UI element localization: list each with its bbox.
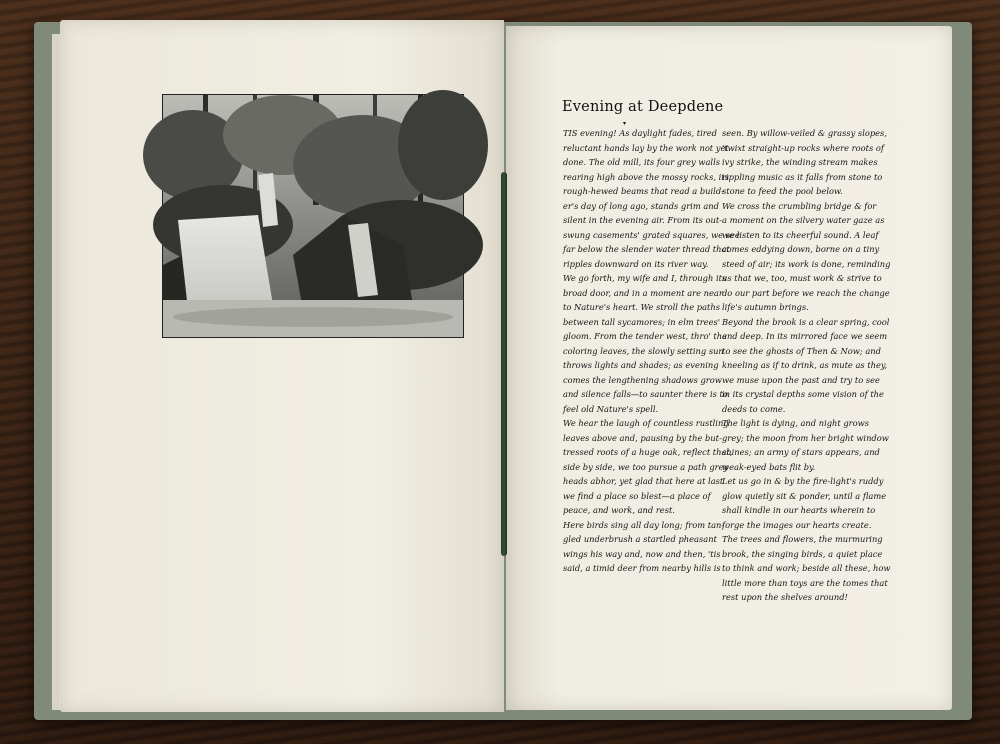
text-line: coloring leaves, the slowly setting sun bbox=[563, 345, 724, 356]
text-line: brook, the singing birds, a quiet place bbox=[722, 548, 883, 559]
text-line: and silence falls—to saunter there is to bbox=[563, 389, 728, 399]
text-line: and deep. In its mirrored face we seem bbox=[722, 331, 888, 341]
text-line: between tall sycamores; in elm trees' bbox=[563, 316, 721, 327]
text-line: to think and work; beside all these, how bbox=[722, 563, 891, 573]
waterfall-photo bbox=[162, 94, 464, 338]
text-line: swung casements' grated squares, we see bbox=[563, 229, 740, 240]
text-line: gloom. From the tender west, thro' the bbox=[563, 331, 727, 341]
text-line: life's autumn brings. bbox=[722, 302, 809, 312]
text-line: reluctant hands lay by the work not yet bbox=[563, 142, 729, 153]
text-line: feel old Nature's spell. bbox=[563, 403, 659, 414]
text-line: comes eddying down, borne on a tiny bbox=[722, 244, 880, 254]
text-line: to Nature's heart. We stroll the paths bbox=[563, 302, 720, 312]
text-line: throws lights and shades; as evening bbox=[563, 360, 719, 370]
text-line: ripples downward on its river way. bbox=[563, 258, 709, 269]
text-line: deeds to come. bbox=[722, 403, 786, 414]
text-line: heads abhor, yet glad that here at last bbox=[563, 476, 724, 486]
text-line: little more than toys are the tomes that bbox=[722, 577, 888, 588]
text-column-1 bbox=[563, 126, 740, 576]
text-line: We go forth, my wife and I, through its bbox=[563, 273, 727, 283]
text-line: leaves above and, pausing by the but- bbox=[563, 432, 722, 443]
text-line: to see the ghosts of Then & Now; and bbox=[722, 345, 881, 356]
text-line: Beyond the brook is a clear spring, cool bbox=[722, 316, 890, 327]
text-line: stone to feed the pool below. bbox=[722, 186, 843, 196]
text-line: grey; the moon from her bright window bbox=[722, 432, 889, 443]
text-line: steed of air; its work is done, reminding bbox=[722, 258, 891, 269]
text-line: rest upon the shelves around! bbox=[722, 592, 848, 602]
text-line: broad door, and in a moment are near bbox=[563, 287, 723, 298]
text-line: do our part before we reach the change bbox=[722, 287, 890, 298]
text-line: shall kindle in our hearts wherein to bbox=[722, 505, 876, 515]
page-title: Evening at Deepdene bbox=[562, 99, 724, 115]
text-line: rough-hewed beams that read a build- bbox=[563, 186, 724, 196]
text-line: We cross the crumbling bridge & for bbox=[722, 200, 877, 211]
text-line: we listen to its cheerful sound. A leaf bbox=[722, 229, 879, 240]
text-line: weak-eyed bats flit by. bbox=[722, 461, 816, 472]
text-column-2 bbox=[722, 126, 891, 605]
text-line: tressed roots of a huge oak, reflect that, bbox=[563, 447, 733, 457]
text-line: glow quietly sit & ponder, until a flame bbox=[722, 490, 887, 501]
text-line: gled underbrush a startled pheasant bbox=[563, 534, 717, 544]
text-line: kneeling as if to drink, as mute as they, bbox=[722, 360, 888, 370]
text-line: The trees and flowers, the murmuring bbox=[722, 534, 883, 544]
text-line: The light is dying, and night grows bbox=[722, 418, 869, 428]
text-line: Let us go in & by the fire-light's ruddy bbox=[722, 476, 884, 486]
text-line: wings his way and, now and then, 'tis bbox=[563, 548, 721, 559]
text-line: we muse upon the past and try to see bbox=[722, 374, 880, 385]
text-line: said, a timid deer from nearby hills is bbox=[563, 563, 721, 573]
text-line: peace, and work, and rest. bbox=[563, 505, 675, 515]
text-line: far below the slender water thread that bbox=[563, 244, 730, 254]
text-line: comes the lengthening shadows grow bbox=[563, 374, 722, 385]
text-line: Here birds sing all day long; from tan- bbox=[563, 519, 725, 530]
text-line: er's day of long ago, stands grim and bbox=[563, 200, 719, 211]
text-line: We hear the laugh of countless rustling bbox=[563, 418, 729, 428]
text-line: rearing high above the mossy rocks, its bbox=[563, 171, 729, 182]
text-line: a moment on the silvery water gaze as bbox=[722, 215, 885, 225]
text-line: TIS evening! As daylight fades, tired bbox=[563, 128, 717, 138]
text-line: ivy strike, the winding stream makes bbox=[722, 157, 878, 167]
text-line: we find a place so blest—a place of bbox=[563, 490, 711, 501]
title-ornament: ▾ bbox=[623, 120, 627, 127]
text-line: done. The old mill, its four grey walls bbox=[563, 157, 720, 167]
text-line: silent in the evening air. From its out- bbox=[563, 215, 722, 225]
text-line: 'twixt straight-up rocks where roots of bbox=[722, 142, 884, 153]
text-line: side by side, we too pursue a path grey bbox=[563, 461, 729, 472]
text-line: shines; an army of stars appears, and bbox=[722, 447, 880, 457]
text-line: in its crystal depths some vision of the bbox=[722, 389, 884, 399]
binding-thread bbox=[501, 172, 507, 556]
text-line: forge the images our hearts create. bbox=[722, 519, 872, 530]
text-line: rippling music as it falls from stone to bbox=[722, 171, 883, 182]
text-line: us that we, too, must work & strive to bbox=[722, 273, 882, 283]
text-line: seen. By willow-veiled & grassy slopes, bbox=[722, 128, 887, 138]
